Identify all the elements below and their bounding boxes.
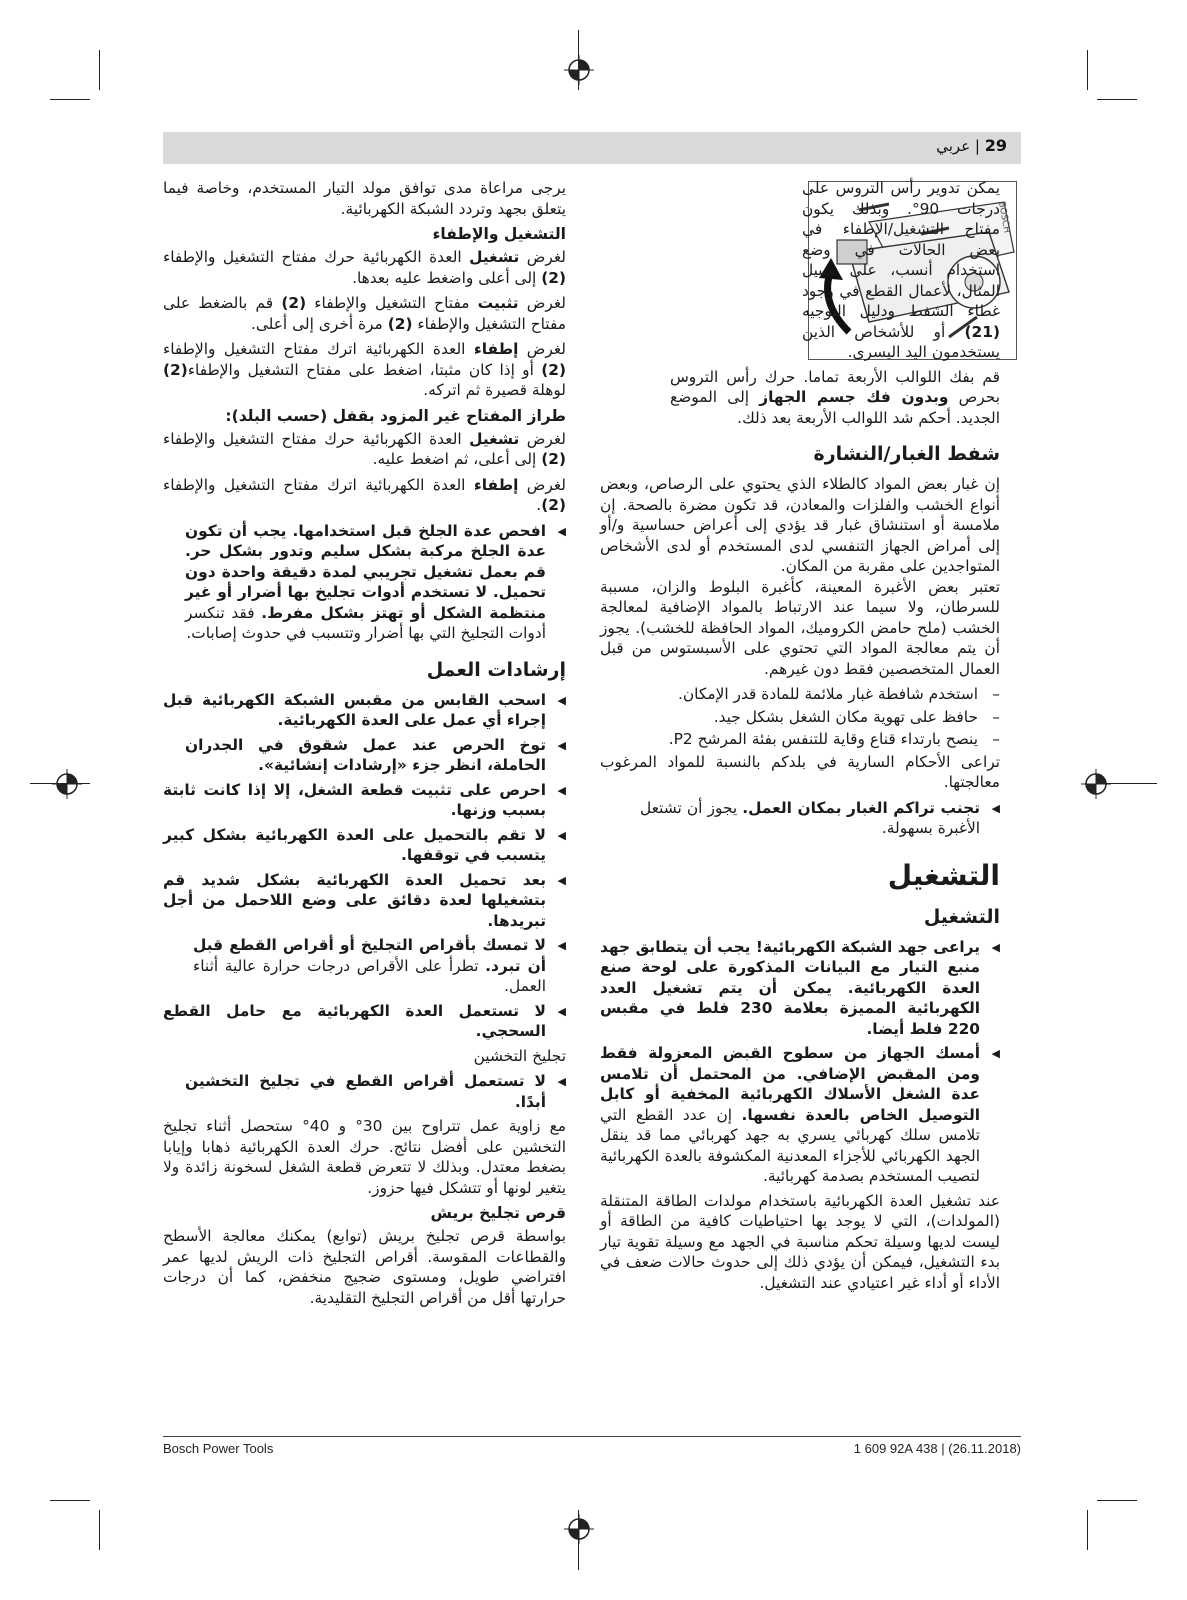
paragraph-ref: (2)	[163, 360, 188, 379]
list-item: – حافظ على تهوية مكان الشغل بشكل جيد.	[600, 707, 1000, 728]
warning-bullet	[600, 937, 1000, 1040]
left-column	[163, 178, 566, 1313]
crop-mark	[1087, 1510, 1088, 1550]
paragraph-text: إلى أعلى، ثم اضغط عليه.	[372, 450, 542, 468]
bullet-triangle-icon: ◀	[557, 738, 566, 752]
footer-divider	[163, 1436, 1021, 1437]
caption-ref: (21)	[964, 322, 1000, 341]
footer-left: Bosch Power Tools	[163, 1441, 274, 1456]
paragraph-text: مرة أخرى إلى أعلى.	[250, 314, 388, 333]
paragraph-text: لوهلة قصيرة ثم اتركه.	[423, 381, 566, 399]
warning-bullet	[163, 780, 566, 821]
bullet-triangle-icon: ◀	[991, 940, 1000, 954]
language-label: عربي	[936, 137, 971, 155]
dust-heading: شفط الغبار/النشارة	[813, 443, 1000, 465]
paragraph-ref: (2)	[541, 496, 566, 514]
bullet-bold: افحص عدة الجلخ قبل استخدامها. يجب أن تكون عدة الجلخ مركبة بشكل سليم وتدور بشكل حر. قم بعمل تشغيل تجريبي لمدة دقيقة واحدة دون تحميل. لا تستخدم أدوات تجليخ بها أضرار أو غير منتظمة الشكل أو تهتز بشكل مفرط.	[185, 521, 546, 622]
paragraph-ref: (2)	[387, 314, 413, 333]
subsection-heading: التشغيل	[923, 905, 1000, 928]
bullet-triangle-icon: ◀	[557, 939, 566, 952]
figure-caption	[802, 178, 1000, 363]
list-item: – ينصح بارتداء قناع وقاية للتنفس بفئة المرشح P2.	[600, 729, 1000, 750]
crop-mark	[1097, 99, 1137, 100]
list-item: – استخدم شافطة غبار ملائمة للمادة قدر الإمكان.	[600, 684, 1000, 705]
warning-bullet	[163, 1071, 566, 1112]
bullet-bold: لا تمسك بأقراص التجليخ أو أقراص القطع قبل أن تبرد.	[193, 936, 546, 975]
warning-bullet	[163, 825, 566, 866]
registration-mark-icon	[564, 55, 594, 85]
bullet-bold: اسحب القابس من مقبس الشبكة الكهربائية قبل إجراء أي عمل على العدة الكهربائية.	[163, 690, 546, 729]
paragraph-emphasis: تشغيل	[469, 248, 520, 266]
warning-bullet	[163, 870, 566, 932]
paragraph-text: لغرض	[519, 248, 566, 266]
on-off-paragraph	[163, 293, 566, 334]
section-title: التشغيل	[887, 858, 1000, 892]
page-number: 29	[984, 136, 1007, 155]
paragraph-text: إلى الموضع الجديد. أحكم شد اللوالب الأربعة بعد ذلك.	[670, 388, 1000, 427]
paragraph-text: قم بفك اللوالب الأربعة تماما. حرك رأس التروس بحرص	[670, 367, 1000, 406]
bullet-triangle-icon: ◀	[557, 693, 566, 707]
paragraph-ref: (2)	[281, 294, 307, 312]
unscrew-paragraph	[600, 367, 1000, 429]
on-off-heading: التشغيل والإطفاء	[432, 225, 566, 243]
paragraph-text: إلى أعلى واضغط عليه بعدها.	[352, 268, 542, 287]
page-header	[163, 132, 1021, 164]
bullet-text: تطرأ على الأقراص درجات حرارة عالية أثناء العمل.	[193, 956, 546, 995]
work-heading: إرشادات العمل	[426, 658, 566, 681]
paragraph-emphasis: وبدون فك جسم الجهاز	[759, 388, 949, 406]
warning-bullet	[163, 735, 566, 776]
generator-paragraph: عند تشغيل العدة الكهربائية باستخدام مولدات الطاقة المتنقلة (المولدات)، التي لا يوجد بها احتياطيات كافية من الطاقة أو ليست لديها وسيلة تحكم مناسبة في الجهد مع وسيلة تقوية تيار بدء التشغيل، فيمكن أن يؤدي ذلك إلى حدوث حالات ضعف في الأداء أو أداء غير اعتيادي عند التشغيل.	[600, 1191, 1000, 1292]
bullet-triangle-icon: ◀	[991, 801, 1000, 815]
warning-bullet	[600, 798, 1000, 839]
paragraph-ref: (2)	[541, 450, 566, 468]
paragraph-ref: (2)	[541, 360, 566, 379]
paragraph-ref: (2)	[541, 268, 566, 287]
caption-text: يمكن تدوير رأس التروس على درجات 90°. وبذلك يكون مفتاح التشغيل/الإطفاء في بعض الحالات في وضع استخدام أنسب، على سبيل المثال، لأعمال القطع في وجود غطاء الشفط ودليل التوجيه	[802, 179, 1000, 320]
paragraph-emphasis: تشغيل	[469, 429, 520, 448]
intro-paragraph: يرجى مراعاة مدى توافق مولد التيار المستخدم، وخاصة فيما يتعلق بجهد وتردد الشبكة الكهربائية.	[163, 179, 566, 218]
bullet-bold: تجنب تراكم الغبار بمكان العمل.	[742, 798, 980, 817]
list-item-text: ينصح بارتداء قناع وقاية للتنفس بفئة المرشح P2.	[668, 730, 978, 748]
bullet-bold: يراعى جهد الشبكة الكهربائية! يجب أن يتطابق جهد منبع التيار مع البيانات المذكورة على لوحة صنع العدة الكهربائية. يمكن أن يتم تشغيل العدد الكهربائية المميزة بعلامة 230 فلط في مقبس 220 فلط أيضا.	[600, 937, 980, 1038]
warning-bullet	[163, 1001, 566, 1042]
paragraph-emphasis: إطفاء	[473, 475, 519, 494]
no-lock-paragraph	[163, 475, 566, 516]
footer-right: 1 609 92A 438 | (26.11.2018)	[853, 1441, 1021, 1456]
bullet-triangle-icon: ◀	[557, 1075, 566, 1088]
bullet-triangle-icon: ◀	[557, 524, 566, 538]
registration-mark-icon	[1081, 769, 1111, 799]
rough-grinding-paragraph: مع زاوية عمل تتراوح بين 30° و 40° ستحصل أثناء تجليخ التخشين على أفضل نتائج. حرك العدة الكهربائية ذهابا وإيابا بضغط معتدل. وبذلك لا تتعرض قطعة الشغل لسخونة زائدة ولا يتغير لونها أو تتشكل فيها حزوز.	[163, 1117, 566, 1197]
flap-disc-paragraph: بواسطة قرص تجليخ بريش (توابع) يمكنك معالجة الأسطح والقطاعات المقوسة. أقراص التجليخ ذات الريش لديها عمر افتراضي طويل، ومستوى ضجيج منخفض، كما أن درجات حرارتها أقل من أقراص التجليخ التقليدية.	[163, 1227, 566, 1307]
paragraph-text: العدة الكهربائية اترك مفتاح التشغيل والإطفاء	[163, 475, 474, 494]
bullet-text: إن عدد القطع التي تلامس سلك كهربائي يسري به جهد كهربائي مما قد ينقل الجهد الكهربائي للأجزاء المعدنية المكشوفة بالعدة الكهربائية لتصيب المستخدم بصدمة كهربائية.	[600, 1105, 980, 1185]
paragraph-text: العدة الكهربائية حرك مفتاح التشغيل والإطفاء	[163, 248, 470, 266]
bullet-triangle-icon: ◀	[557, 783, 566, 797]
bullet-bold: بعد تحميل العدة الكهربائية بشكل شديد قم بتشغيلها لعدة دقائق على وضع اللاحمل من أجل تبريدها.	[163, 870, 546, 930]
warning-bullet	[163, 935, 566, 997]
bullet-triangle-icon: ◀	[557, 1004, 566, 1018]
crop-mark	[1087, 50, 1088, 90]
paragraph-text: لغرض	[519, 429, 566, 448]
no-lock-paragraph	[163, 429, 566, 470]
crop-mark	[50, 1500, 90, 1501]
on-off-paragraph	[163, 247, 566, 288]
no-lock-heading: طراز المفتاح غير المزود بقفل (حسب البلد):	[225, 406, 566, 425]
paragraph-text: .	[536, 496, 542, 514]
dust-paragraph: تعتبر بعض الأغبرة المعينة، كأغبرة البلوط والزان، مسببة للسرطان، ولا سيما عند الارتباط بالمواد الإضافية لمعالجة الخشب (ملح حامض الكروميك، المواد الحافظة للخشب). يجوز أن يتم معالجة المواد التي تحتوي على الأسبستوس من قبل العمال المتخصصين فقط دون غيرهم.	[600, 577, 1000, 678]
bullet-bold: لا تقم بالتحميل على العدة الكهربائية بشكل كبير يتسبب في توقفها.	[163, 825, 546, 864]
brand-logo-text: BOSCH	[996, 200, 1012, 234]
crop-mark	[50, 99, 90, 100]
bullet-bold: توخ الحرص عند عمل شقوق في الجدران الحاملة، انظر جزء «إرشادات إنشائية».	[185, 735, 546, 774]
paragraph-text: مفتاح التشغيل والإطفاء	[306, 294, 478, 312]
caption-text: أو للأشخاص الذين يستخدمون اليد اليسرى.	[802, 322, 1000, 361]
paragraph-text: لغرض	[518, 294, 566, 312]
list-item-text: حافظ على تهوية مكان الشغل بشكل جيد.	[713, 707, 978, 726]
list-item-text: استخدم شافطة غبار ملائمة للمادة قدر الإمكان.	[677, 685, 978, 703]
bullet-bold: أمسك الجهاز من سطوح القبض المعزولة فقط ومن المقبض الإضافي. من المحتمل أن تلامس عدة الشغل الأسلاك الكهربائية المخفية أو كابل التوصيل الخاص بالعدة نفسها.	[600, 1044, 980, 1124]
bullet-text: يجوز أن تشتعل الأغبرة بسهولة.	[640, 798, 980, 837]
page-number-label: 29 | عربي	[936, 136, 1007, 155]
crop-mark	[1097, 1500, 1137, 1501]
bullet-bold: احرص على تثبيت قطعة الشغل، إلا إذا كانت ثابتة بسبب وزنها.	[163, 780, 546, 819]
dust-paragraph: إن غبار بعض المواد كالطلاء الذي يحتوي على الرصاص، وبعض أنواع الخشب والفلزات والمعادن، قد تكون مضرة بالصحة. إن ملامسة أو استنشاق غبار قد يؤدي إلى أعراض حساسية و/أو إلى أمراض الجهاز التنفسي لدى المستخدم أو لدى الأشخاص المتواجدين على مقربة من المكان.	[600, 475, 1000, 575]
paragraph-text: لغرض	[518, 475, 567, 494]
bullet-triangle-icon: ◀	[557, 873, 566, 887]
bullet-bold: لا تستعمل العدة الكهربائية مع حامل القطع السحجي.	[163, 1001, 546, 1040]
bullet-triangle-icon: ◀	[991, 1047, 1000, 1060]
paragraph-text: لغرض	[518, 340, 567, 358]
bullet-text: فقد تنكسر أدوات التجليخ التي بها أضرار وتتسبب في حدوث إصابات.	[185, 603, 546, 642]
warning-bullet	[163, 690, 566, 731]
paragraph-text: قم بالضغط على مفتاح التشغيل والإطفاء	[163, 294, 566, 333]
bullet-bold: لا تستعمل أقراص القطع في تجليخ التخشين أبدًا.	[185, 1072, 546, 1111]
on-off-paragraph	[163, 339, 566, 401]
registration-mark-icon	[52, 769, 82, 799]
rough-grinding-heading: تجليخ التخشين	[473, 1046, 566, 1065]
paragraph-emphasis: تثبيت	[477, 294, 519, 312]
warning-bullet	[163, 521, 566, 644]
flap-disc-heading: قرص تجليخ بريش	[430, 1204, 566, 1222]
crop-mark	[99, 50, 100, 90]
bullet-triangle-icon: ◀	[557, 828, 566, 842]
paragraph-emphasis: إطفاء	[473, 340, 519, 358]
paragraph-text: أو إذا كان مثبتا، اضغط على مفتاح التشغيل والإطفاء	[187, 360, 542, 379]
registration-mark-icon	[564, 1514, 594, 1544]
paragraph-text: العدة الكهربائية اترك مفتاح التشغيل والإطفاء	[163, 340, 474, 358]
dust-paragraph: تراعى الأحكام السارية في بلدكم بالنسبة للمواد المرغوب معالجتها.	[600, 752, 1000, 791]
paragraph-text: العدة الكهربائية حرك مفتاح التشغيل والإطفاء	[163, 429, 470, 448]
warning-bullet	[600, 1043, 1000, 1187]
right-column	[600, 178, 1000, 1298]
crop-mark	[99, 1510, 100, 1550]
